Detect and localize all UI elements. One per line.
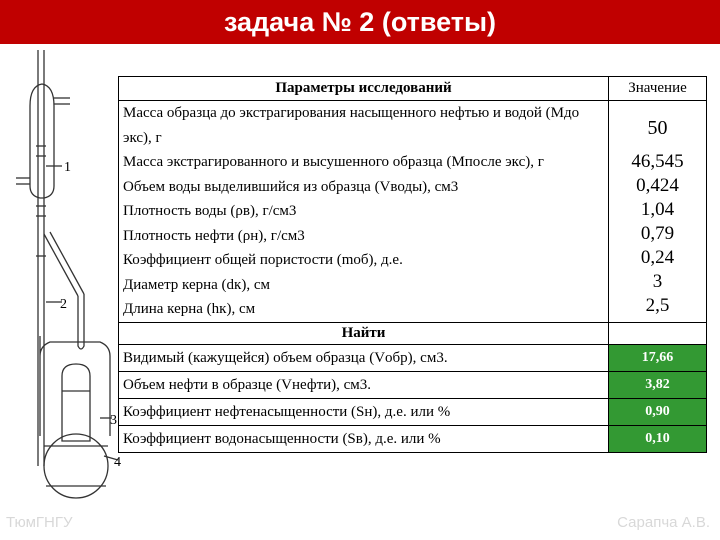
value-item: 2,5 xyxy=(645,294,670,316)
param-row: Плотность нефти (ρн), г/см3 xyxy=(123,227,305,244)
param-row: Объем воды выделившийся из образца (Vводы), см3 xyxy=(123,178,459,195)
value-item: 0,24 xyxy=(640,246,675,268)
answer-cell: 0,90 xyxy=(609,399,707,426)
param-header: Параметры исследований xyxy=(119,77,609,101)
find-item: Коэффициент нефтенасыщенности (Sн), д.е. или % xyxy=(119,399,609,426)
param-row: Масса образца до экстрагирования насыщенного нефтью и водой (Mдо экс), г xyxy=(123,105,580,146)
find-item: Объем нефти в образце (Vнефти), см3. xyxy=(119,372,609,399)
find-header: Найти xyxy=(119,323,609,345)
answer-cell: 17,66 xyxy=(609,345,707,372)
value-item: 46,545 xyxy=(631,150,684,172)
find-item: Видимый (кажущейся) объем образца (Vобр), см3. xyxy=(119,345,609,372)
value-item: 1,04 xyxy=(640,198,675,220)
extraction-apparatus-diagram xyxy=(0,46,125,520)
param-row: Диаметр керна (dк), см xyxy=(123,276,270,293)
answer-cell: 0,10 xyxy=(609,426,707,453)
values-cell xyxy=(609,101,707,323)
param-row: Коэффициент общей пористости (mоб), д.е. xyxy=(123,252,403,269)
label-2: 2 xyxy=(60,297,67,312)
footer-institution: ТюмГНГУ xyxy=(6,514,73,531)
label-1: 1 xyxy=(64,160,71,175)
page-title: задача № 2 (ответы) xyxy=(223,7,497,37)
find-item: Коэффициент водонасыщенности (Sв), д.е. или % xyxy=(119,426,609,453)
find-header-blank xyxy=(609,323,707,345)
param-row: Плотность воды (ρв), г/см3 xyxy=(123,203,297,220)
data-table xyxy=(118,76,707,453)
value-header: Значение xyxy=(609,77,707,101)
answer-cell: 3,82 xyxy=(609,372,707,399)
label-4: 4 xyxy=(114,455,121,470)
value-item: 3 xyxy=(652,270,663,292)
title-bar xyxy=(0,0,720,44)
label-3: 3 xyxy=(110,413,117,428)
param-row: Длина керна (hк), см xyxy=(123,301,256,318)
value-item: 50 xyxy=(647,116,668,139)
value-item: 0,79 xyxy=(640,222,675,244)
param-row: Масса экстрагированного и высушенного образца (Mпосле экс), г xyxy=(123,154,544,171)
footer-author: Сарапча А.В. xyxy=(617,514,710,531)
value-item: 0,424 xyxy=(636,174,679,196)
params-cell xyxy=(119,101,609,323)
